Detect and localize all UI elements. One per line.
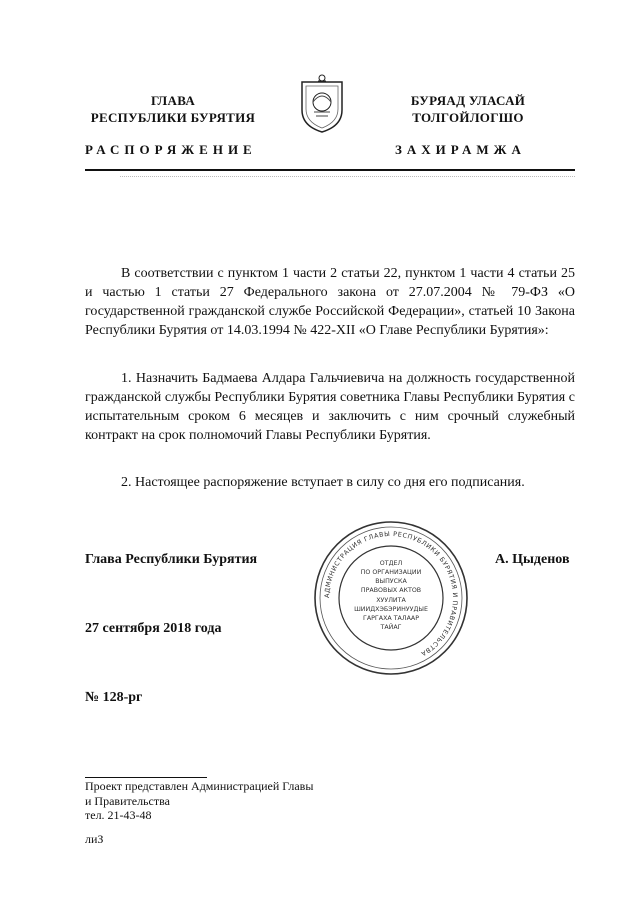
official-stamp: [312, 518, 470, 678]
order-item-1: 1. Назначить Бадмаева Алдара Гальчиевича на должность государственной гражданской службы Республики Бурятия советника Главы Республики Бурятия с испытательным сроком 6 месяцев и заключить с ним срочный служебный контракт на срок полномочий Главы Республики Бурятия.: [85, 371, 575, 443]
header-divider: [85, 169, 575, 171]
coat-of-arms-icon: [296, 72, 348, 134]
stamp-inner-line: ГАРГАХА ТАЛААР: [362, 615, 420, 622]
footer-phone: тел. 21-43-48: [85, 808, 152, 822]
signatory-name: А. Цыденов: [495, 552, 570, 567]
preamble-paragraph: В соответствии с пунктом 1 части 2 статьи 22, пунктом 1 части 4 статьи 25 и частью 1 статьи 27 Федерального закона от 27.07.2004 № 79-ФЗ «О государственной гражданской службе Российской Федерации», статьей 10 Закона Республики Бурятия от 14.03.1994 № 422-XII «О Главе Республики Бурятия»:: [85, 266, 575, 338]
stamp-inner-line: ХУУЛИТА: [376, 597, 406, 604]
header-right-line1: БУРЯАД УЛАСАЙ: [410, 93, 526, 108]
document-date: 27 сентября 2018 года: [85, 621, 222, 636]
stamp-outer-text: АДМИНИСТРАЦИЯ ГЛАВЫ РЕСПУБЛИКИ БУРЯТИЯ И ПРАВИТЕЛЬСТВА: [322, 529, 460, 658]
header-right-line2: ТОЛГОЙЛОГШО: [412, 110, 524, 125]
header-dotted-divider: [120, 176, 575, 177]
header-right: [368, 92, 568, 126]
doc-type-right: ЗАХИРАМЖА: [395, 142, 526, 157]
footer-line-2: и Правительства: [85, 793, 170, 808]
doc-type-left: РАСПОРЯЖЕНИЕ: [85, 142, 257, 157]
stamp-inner-line: ВЫПУСКА: [375, 578, 407, 585]
stamp-inner-line: ТАЙАГ: [380, 624, 402, 631]
header-left-line1: ГЛАВА: [150, 93, 196, 108]
header-left-line2: РЕСПУБЛИКИ БУРЯТИЯ: [90, 110, 256, 125]
footer-rule: [85, 777, 207, 778]
stamp-inner-line: ОТДЕЛ: [379, 560, 403, 567]
stamp-inner-line: ПО ОРГАНИЗАЦИИ: [360, 569, 422, 576]
header-left: [73, 92, 273, 126]
stamp-inner-line: ПРАВОВЫХ АКТОВ: [360, 587, 422, 594]
stamp-inner-line: ШИИДХЭБЭРИНУУДЫЕ: [354, 606, 428, 613]
footer-note: [85, 779, 313, 823]
executor-initials: лиЗ: [85, 832, 104, 846]
document-number: № 128-рг: [85, 690, 143, 705]
signatory-position: Глава Республики Бурятия: [85, 552, 258, 567]
footer-line-1: Проект представлен Администрацией Главы: [85, 779, 314, 793]
order-item-2: 2. Настоящее распоряжение вступает в силу со дня его подписания.: [121, 475, 525, 490]
